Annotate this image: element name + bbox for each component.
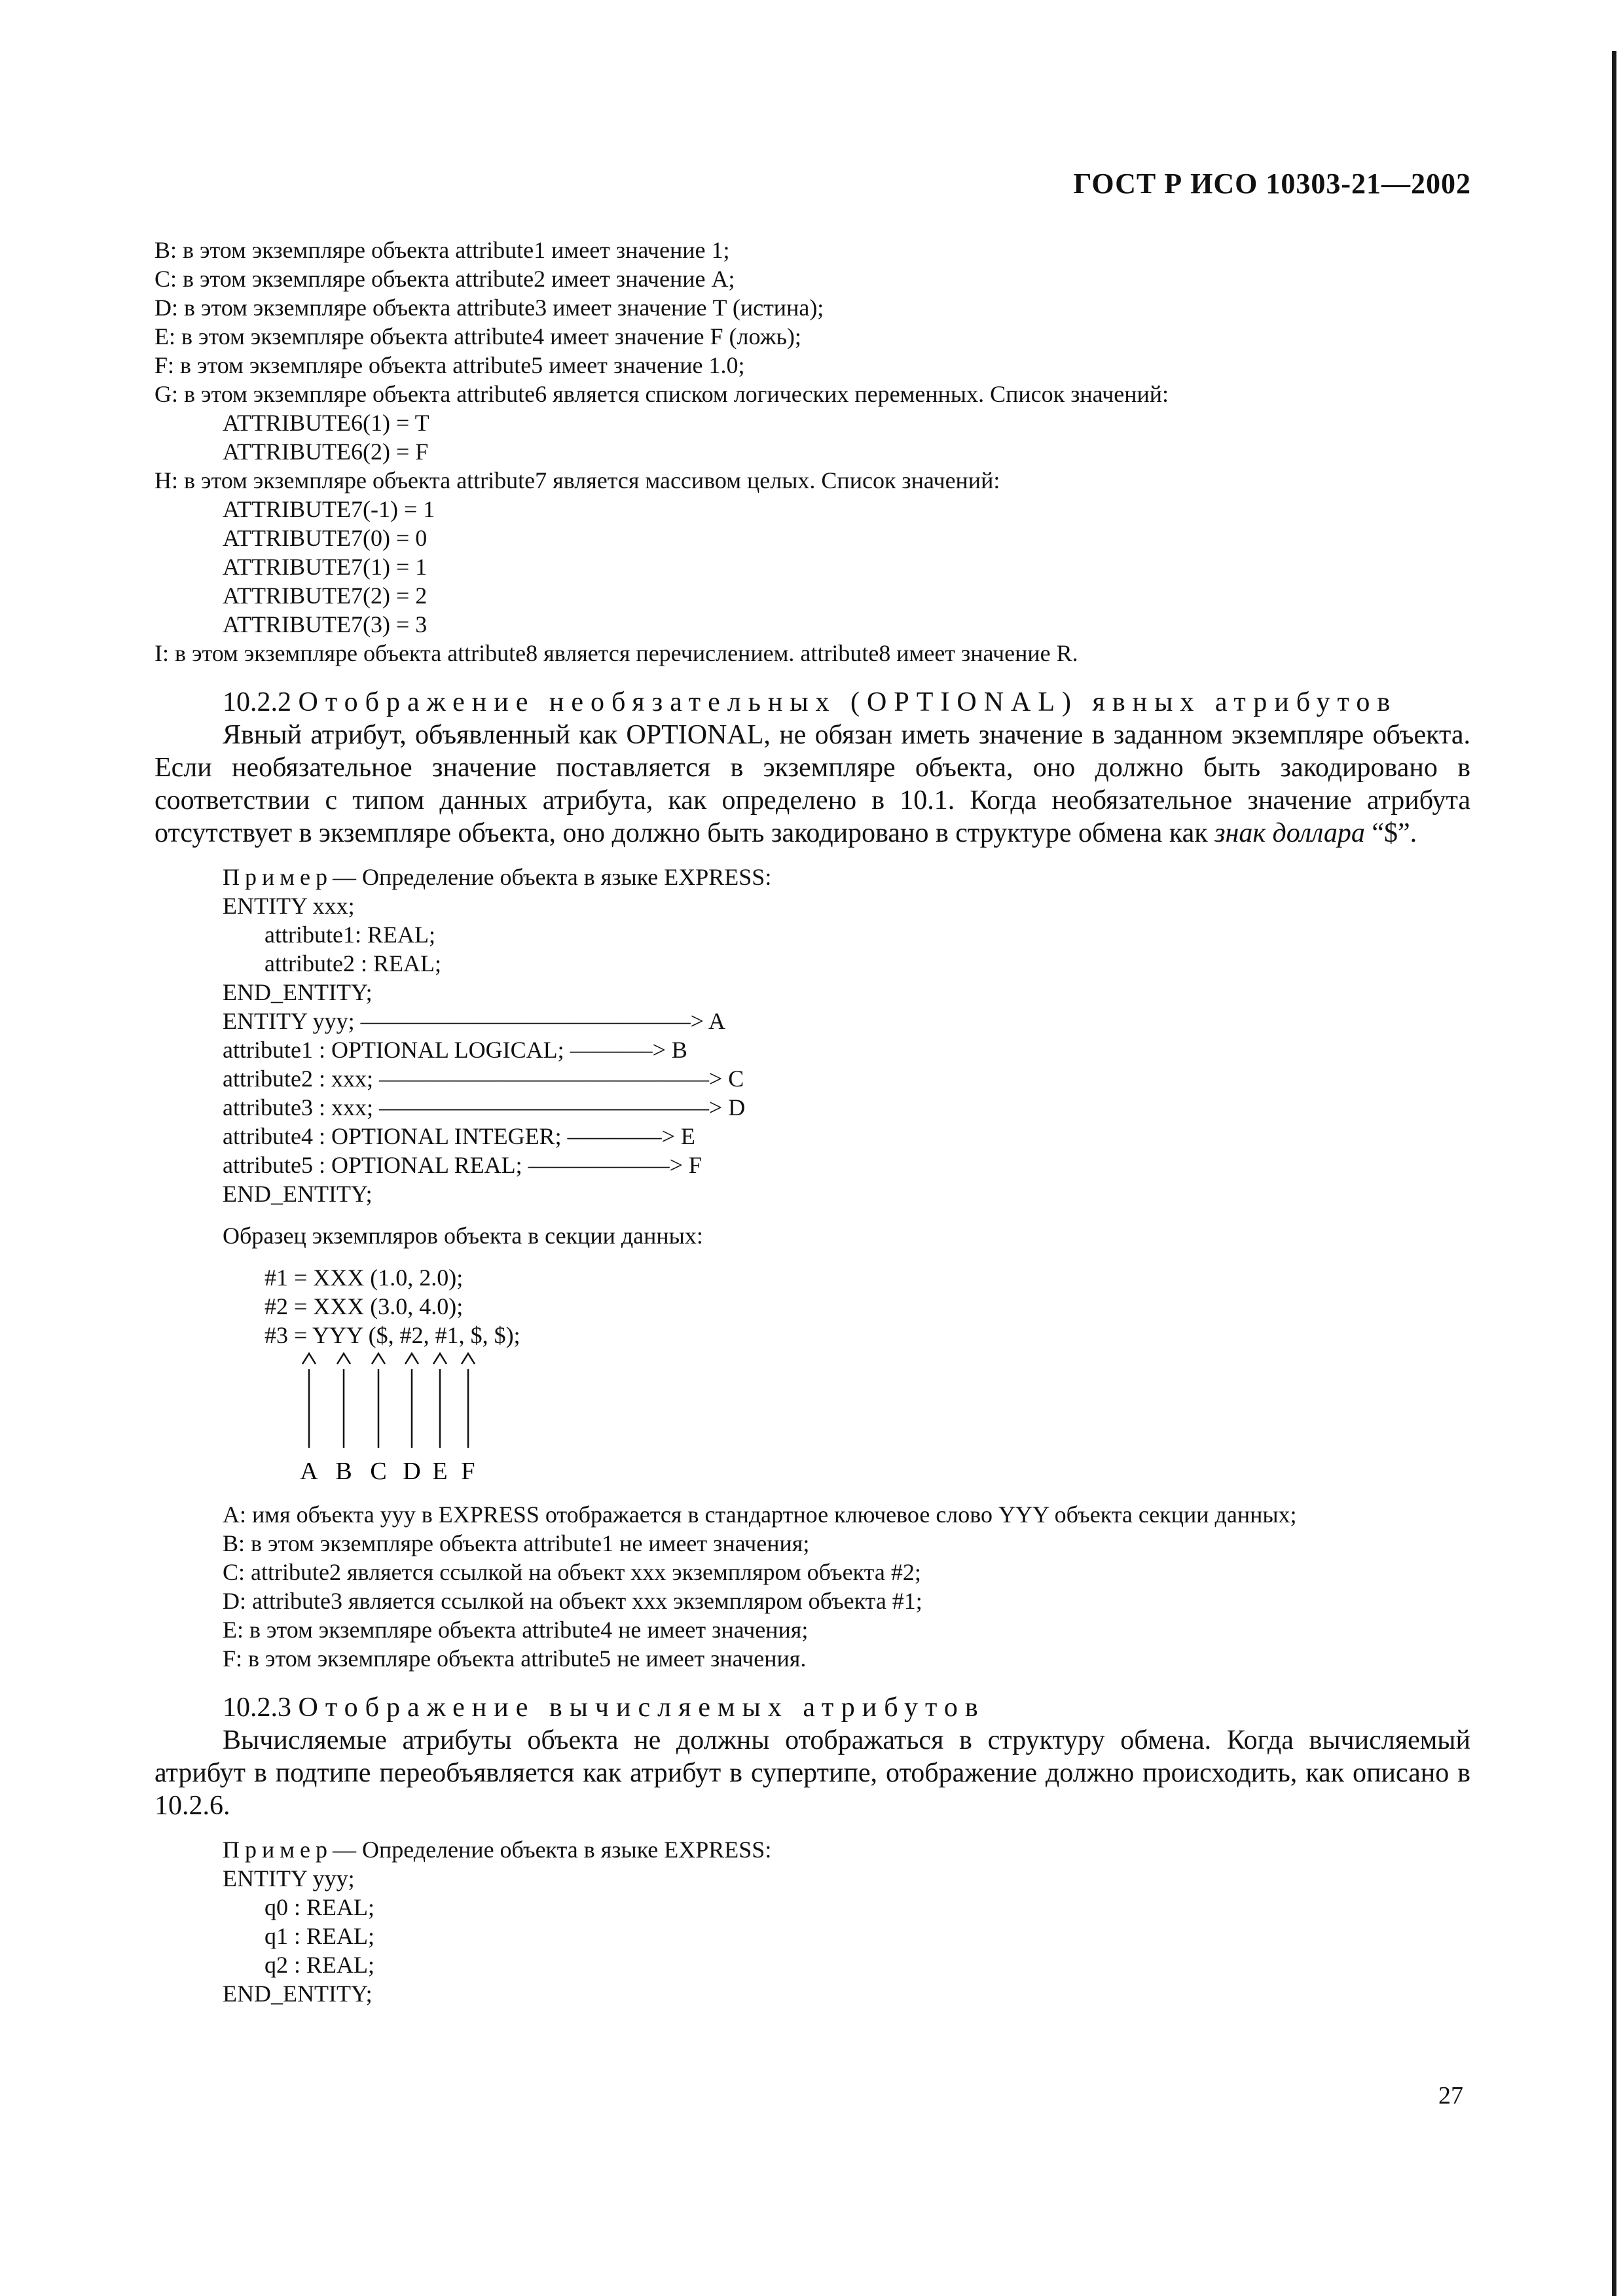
section-number: 10.2.3 bbox=[223, 1693, 291, 1723]
example-text: — Определение объекта в языке EXPRESS: bbox=[333, 1837, 772, 1863]
explanation-list bbox=[223, 1500, 1470, 1673]
section-heading-10-2-2 bbox=[155, 686, 1470, 719]
section-heading-10-2-3 bbox=[155, 1691, 1470, 1724]
pointer-arrow-a bbox=[302, 1354, 316, 1448]
code-line: attribute2 : REAL; bbox=[264, 950, 441, 977]
example-caption bbox=[223, 1835, 1470, 1864]
list-item: E: в этом экземпляре объекта attribute4 не имеет значения; bbox=[223, 1617, 809, 1643]
instance-list bbox=[223, 1263, 1470, 1350]
example-block bbox=[155, 863, 1470, 1673]
section-paragraph bbox=[155, 719, 1470, 850]
document-header: ГОСТ Р ИСО 10303-21—2002 bbox=[1073, 168, 1471, 200]
code-line: END_ENTITY; bbox=[223, 979, 373, 1005]
code-line: ATTRIBUTE6(1) = T bbox=[223, 410, 429, 436]
code-line: END_ENTITY; bbox=[223, 1181, 373, 1207]
list-item: B: в этом экземпляре объекта attribute1 не имеет значения; bbox=[223, 1530, 810, 1556]
pointer-label-e: E bbox=[432, 1458, 448, 1485]
pointer-arrow-d bbox=[405, 1354, 418, 1448]
example-label: Пример bbox=[223, 1837, 333, 1863]
section-title: Отображение вычисляемых атрибутов bbox=[298, 1693, 985, 1723]
example-label: Пример bbox=[223, 864, 333, 890]
attribute-values-list bbox=[155, 236, 1470, 668]
code-line: q2 : REAL; bbox=[264, 1952, 374, 1978]
pointer-label-d: D bbox=[403, 1458, 421, 1485]
example-block bbox=[155, 1835, 1470, 2008]
pointer-label-f: F bbox=[461, 1458, 475, 1485]
page-edge-bar bbox=[1612, 51, 1616, 2296]
list-item: E: в этом экземпляре объекта attribute4 имеет значение F (ложь); bbox=[155, 323, 801, 350]
pointer-label-b: B bbox=[335, 1458, 352, 1485]
page-content bbox=[155, 236, 1470, 2008]
code-line: ATTRIBUTE7(1) = 1 bbox=[223, 554, 428, 580]
section-title: Отображение необязательных (OPTIONAL) явных атрибутов bbox=[298, 687, 1398, 717]
list-item: D: в этом экземпляре объекта attribute3 имеет значение T (истина); bbox=[155, 295, 824, 321]
list-item: B: в этом экземпляре объекта attribute1 имеет значение 1; bbox=[155, 237, 730, 263]
code-line: ATTRIBUTE6(2) = F bbox=[223, 439, 429, 465]
paragraph-emphasis: знак доллара bbox=[1214, 818, 1365, 848]
code-line: attribute5 : OPTIONAL REAL; ——————> F bbox=[223, 1152, 702, 1178]
list-item: C: attribute2 является ссылкой на объект xxx экземпляром объекта #2; bbox=[223, 1559, 921, 1585]
code-line: attribute4 : OPTIONAL INTEGER; ————> E bbox=[223, 1123, 695, 1149]
sample-intro: Образец экземпляров объекта в секции данных: bbox=[223, 1223, 703, 1249]
list-item: F: в этом экземпляре объекта attribute5 имеет значение 1.0; bbox=[155, 352, 745, 378]
list-item: G: в этом экземпляре объекта attribute6 является списком логических переменных. Список значений: bbox=[155, 381, 1169, 407]
code-line: attribute1: REAL; bbox=[264, 922, 435, 948]
section-paragraph: Вычисляемые атрибуты объекта не должны отображаться в структуру обмена. Когда вычисляемый атрибут в подтипе переобъявляется как атрибут в супертипе, отображение должно происходить, как описано в 10.2.6. bbox=[155, 1725, 1470, 1821]
paragraph-text-end: “$”. bbox=[1364, 818, 1417, 848]
code-line: #1 = XXX (1.0, 2.0); bbox=[264, 1265, 464, 1291]
code-line: ATTRIBUTE7(2) = 2 bbox=[223, 583, 428, 609]
code-line: END_ENTITY; bbox=[223, 1981, 373, 2007]
code-line: q0 : REAL; bbox=[264, 1894, 374, 1920]
code-line: ENTITY yyy; ——————————————> A bbox=[223, 1008, 725, 1034]
code-line: #2 = XXX (3.0, 4.0); bbox=[264, 1293, 464, 1319]
code-line: ATTRIBUTE7(-1) = 1 bbox=[223, 496, 435, 522]
paragraph-text: Явный атрибут, объявленный как OPTIONAL, не обязан иметь значение в заданном экземпляре объекта. Если необязательное значение поставляется в экземпляре объекта, оно должно быть закодировано в соответствии с типом данных атрибута, как определено в 10.1. Когда необязательное значение атрибута отсутствует в экземпляре объекта, оно должно быть закодировано в структуре обмена как bbox=[155, 720, 1470, 848]
pointer-label-c: C bbox=[370, 1458, 387, 1485]
pointer-arrows bbox=[223, 1350, 498, 1487]
list-item: H: в этом экземпляре объекта attribute7 является массивом целых. Список значений: bbox=[155, 467, 1000, 493]
code-line: attribute2 : xxx; ——————————————> C bbox=[223, 1066, 744, 1092]
code-line: ENTITY yyy; bbox=[223, 1865, 355, 1892]
section-number: 10.2.2 bbox=[223, 687, 291, 717]
pointer-label-a: A bbox=[300, 1458, 318, 1485]
pointer-arrow-e bbox=[433, 1354, 447, 1448]
list-item: I: в этом экземпляре объекта attribute8 является перечислением. attribute8 имеет значение R. bbox=[155, 640, 1078, 666]
page-number: 27 bbox=[1438, 2082, 1463, 2109]
code-line: q1 : REAL; bbox=[264, 1923, 374, 1949]
code-line: ATTRIBUTE7(3) = 3 bbox=[223, 611, 428, 637]
list-item: C: в этом экземпляре объекта attribute2 имеет значение A; bbox=[155, 266, 735, 292]
example-caption bbox=[223, 863, 1470, 891]
example-text: — Определение объекта в языке EXPRESS: bbox=[333, 864, 772, 890]
list-item: D: attribute3 является ссылкой на объект xxx экземпляром объекта #1; bbox=[223, 1588, 922, 1614]
code-line: #3 = YYY ($, #2, #1, $, $); bbox=[264, 1322, 520, 1348]
pointer-arrow-c bbox=[372, 1354, 385, 1448]
pointer-arrow-b bbox=[337, 1354, 350, 1448]
pointer-diagram bbox=[223, 1350, 1470, 1487]
code-line: attribute3 : xxx; ——————————————> D bbox=[223, 1094, 746, 1121]
code-line: ENTITY xxx; bbox=[223, 893, 355, 919]
list-item: A: имя объекта yyy в EXPRESS отображается в стандартное ключевое слово YYY объекта секции данных; bbox=[223, 1501, 1297, 1528]
pointer-arrow-f bbox=[462, 1354, 475, 1448]
code-line: attribute1 : OPTIONAL LOGICAL; ———–> B bbox=[223, 1037, 687, 1063]
list-item: F: в этом экземпляре объекта attribute5 не имеет значения. bbox=[223, 1645, 807, 1672]
code-line: ATTRIBUTE7(0) = 0 bbox=[223, 525, 428, 551]
